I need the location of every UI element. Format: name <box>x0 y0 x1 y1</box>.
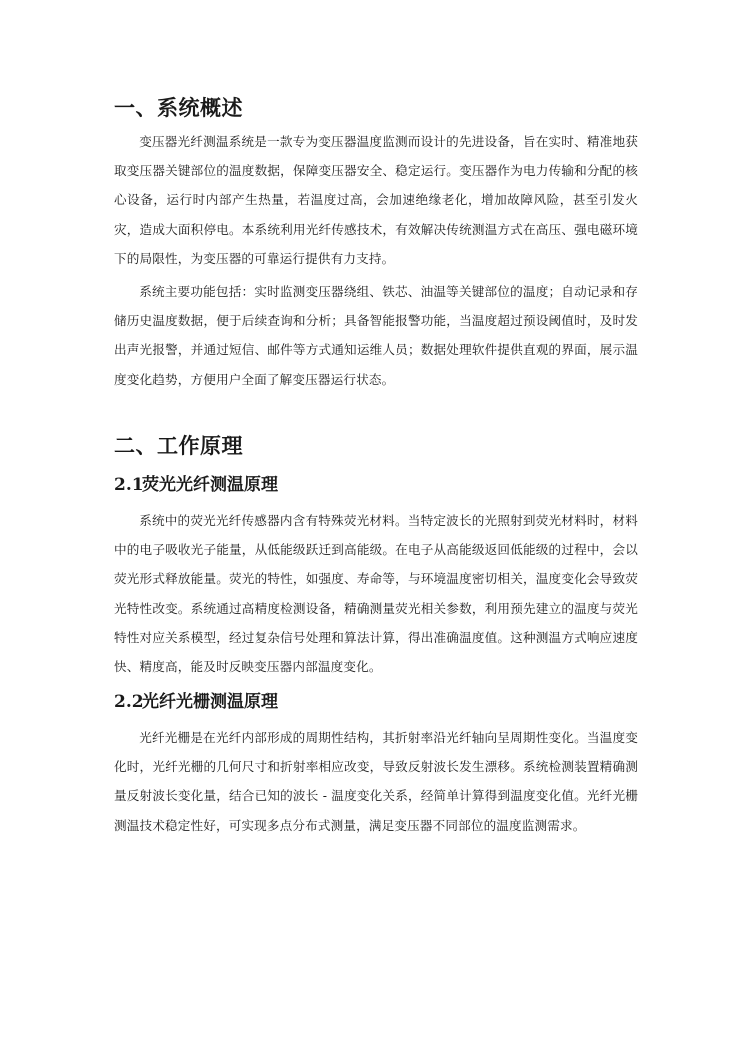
subsection-2-2-title: 光纤光栅测温原理 <box>142 692 278 712</box>
subsection-2-1-heading <box>114 473 278 497</box>
section-1-heading: 一、系统概述 <box>114 95 243 120</box>
subsection-2-1-title: 荧光光纤测温原理 <box>142 475 278 495</box>
subsection-2-2-number: 2.2 <box>114 692 144 712</box>
subsection-2-1-paragraph: 系统中的荧光光纤传感器内含有特殊荧光材料。当特定波长的光照射到荧光材料时，材料中的电子吸收光子能量，从低能级跃迁到高能级。在电子从高能级返回低能级的过程中，会以荧光形式释放能量。荧光的特性，如强度、寿命等，与环境温度密切相关，温度变化会导致荧光特性改变。系统通过高精度检测设备，精确测量荧光相关参数，利用预先建立的温度与荧光特性对应关系模型，经过复杂信号处理和算法计算，得出准确温度值。这种测温方式响应速度快、精度高，能及时反映变压器内部温度变化。 <box>114 513 638 675</box>
section-2-heading: 二、工作原理 <box>114 433 243 458</box>
section-1-paragraph-2: 系统主要功能包括：实时监测变压器绕组、铁芯、油温等关键部位的温度；自动记录和存储历史温度数据，便于后续查询和分析；具备智能报警功能，当温度超过预设阈值时，及时发出声光报警，并通过短信、邮件等方式通知运维人员；数据处理软件提供直观的界面，展示温度变化趋势，方便用户全面了解变压器运行状态。 <box>114 284 638 387</box>
section-1-paragraph-1: 变压器光纤测温系统是一款专为变压器温度监测而设计的先进设备，旨在实时、精准地获取变压器关键部位的温度数据，保障变压器安全、稳定运行。变压器作为电力传输和分配的核心设备，运行时内部产生热量，若温度过高，会加速绝缘老化，增加故障风险，甚至引发火灾，造成大面积停电。本系统利用光纤传感技术，有效解决传统测温方式在高压、强电磁环境下的局限性，为变压器的可靠运行提供有力支持。 <box>114 134 638 266</box>
subsection-2-2-heading <box>114 690 278 714</box>
subsection-2-2-paragraph: 光纤光栅是在光纤内部形成的周期性结构，其折射率沿光纤轴向呈周期性变化。当温度变化时，光纤光栅的几何尺寸和折射率相应改变，导致反射波长发生漂移。系统检测装置精确测量反射波长变化量，结合已知的波长 - 温度变化关系，经简单计算得到温度变化值。光纤光栅测温技术稳定性好，可实现多点分布式测量，满足变压器不同部位的温度监测需求。 <box>114 730 638 833</box>
subsection-2-1-number: 2.1 <box>114 475 144 495</box>
